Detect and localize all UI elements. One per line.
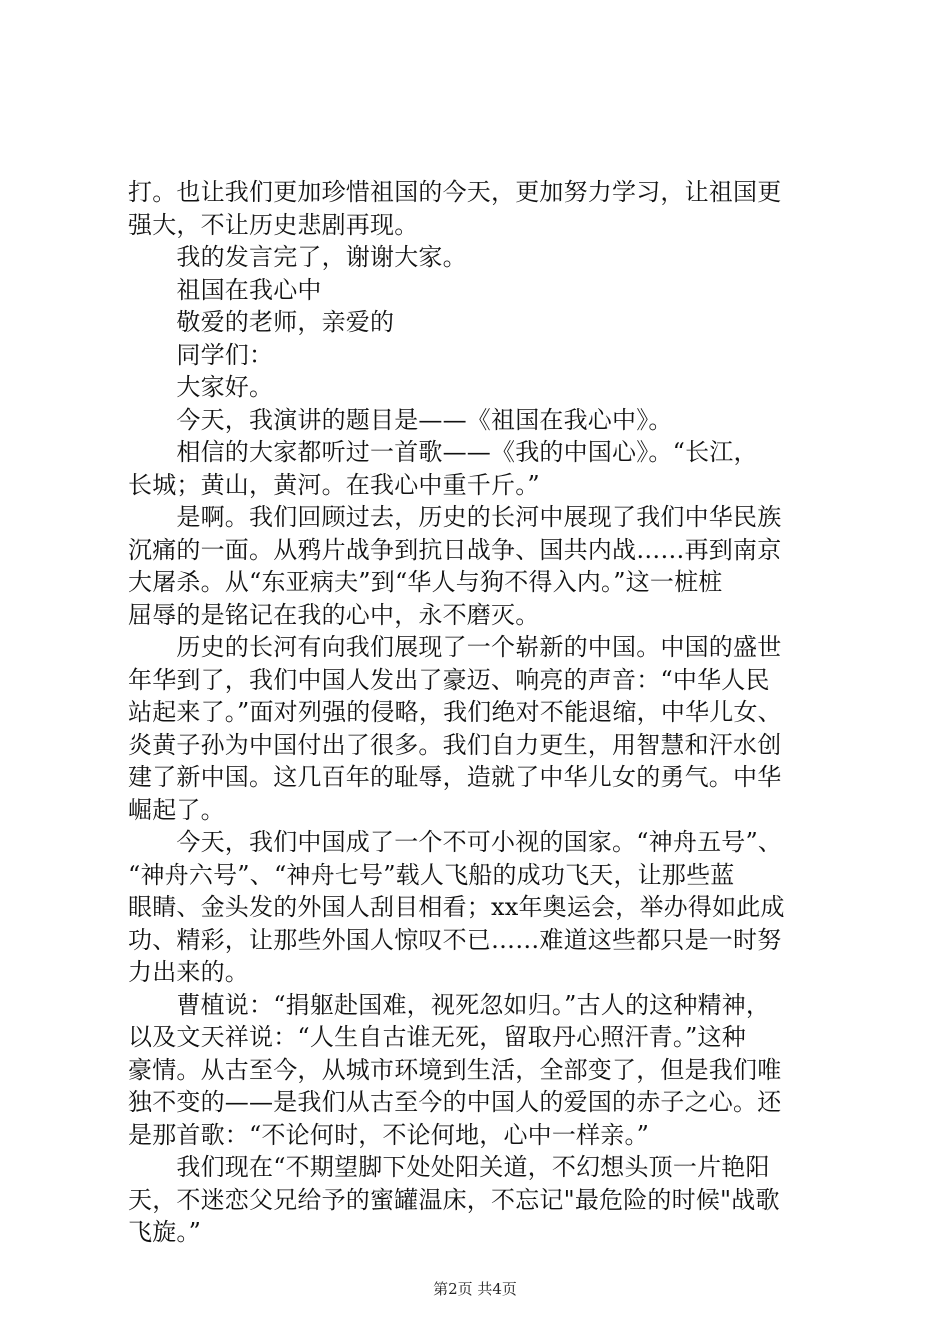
text-line: 敬爱的老师，亲爱的 [128, 308, 395, 336]
text-line: 沉痛的一面。从鸦片战争到抗日战争、国共内战……再到南京 [128, 535, 782, 564]
text-line: 今天，我们中国成了一个不可小视的国家。“神舟五号”、 [128, 828, 783, 856]
section-title: 祖国在我心中 [128, 275, 322, 304]
text-line: 独不变的——是我们从古至今的中国人的爱国的赤子之心。还 [128, 1088, 782, 1116]
text-line: 强大，不让历史悲剧再现。 [128, 210, 419, 239]
text-line: 打。也让我们更加珍惜祖国的今天，更加努力学习，让祖国更 [128, 178, 782, 206]
text-line: 我的发言完了，谢谢大家。 [128, 243, 467, 271]
text-line: 眼睛、金头发的外国人刮目相看；xx年奥运会，举办得如此成 [128, 893, 785, 921]
text-line: 是那首歌：“不论何时，不论何地，心中一样亲。” [128, 1120, 650, 1149]
text-line: 长城；黄山，黄河。在我心中重千斤。” [128, 470, 540, 499]
page-number: 第2页 共4页 [433, 1280, 517, 1298]
text-line: 豪情。从古至今，从城市环境到生活，全部变了，但是我们唯 [128, 1055, 782, 1084]
text-line: 同学们： [128, 340, 274, 369]
text-line: 力出来的。 [128, 958, 249, 986]
page-footer [0, 1278, 950, 1299]
text-line: 站起来了。”面对列强的侵略，我们绝对不能退缩，中华儿女、 [128, 698, 782, 726]
text-line: 是啊。我们回顾过去，历史的长河中展现了我们中华民族 [128, 503, 782, 531]
text-line: 飞旋。” [128, 1218, 202, 1246]
text-line: 天，不迷恋父兄给予的蜜罐温床，不忘记"最危险的时候"战歌 [128, 1185, 780, 1214]
document-body [128, 176, 828, 1249]
text-line: 炎黄子孙为中国付出了很多。我们自力更生，用智慧和汗水创 [128, 730, 782, 759]
text-line: 大家好。 [128, 373, 274, 401]
text-line: 崛起了。 [128, 795, 225, 824]
text-line: 屈辱的是铭记在我的心中，永不磨灭。 [128, 600, 540, 629]
text-line: 曹植说：“捐躯赴国难，视死忽如归。”古人的这种精神， [128, 990, 771, 1019]
text-line: 相信的大家都听过一首歌——《我的中国心》。“长江， [128, 438, 758, 466]
text-line: 建了新中国。这几百年的耻辱，造就了中华儿女的勇气。中华 [128, 763, 782, 791]
text-line: 以及文天祥说：“人生自古谁无死，留取丹心照汗青。”这种 [128, 1023, 746, 1051]
text-line: 年华到了，我们中国人发出了豪迈、响亮的声音：“中华人民 [128, 665, 770, 694]
text-line: 今天，我演讲的题目是——《祖国在我心中》。 [128, 405, 673, 434]
text-line: 大屠杀。从“东亚病夫”到“华人与狗不得入内。”这一桩桩 [128, 568, 723, 596]
text-line: “神舟六号”、“神舟七号”载人飞船的成功飞天，让那些蓝 [128, 860, 735, 889]
text-line: 历史的长河有向我们展现了一个崭新的中国。中国的盛世 [128, 633, 782, 661]
text-line: 我们现在“不期望脚下处处阳关道，不幻想头顶一片艳阳 [128, 1153, 770, 1181]
text-line: 功、精彩，让那些外国人惊叹不已……难道这些都只是一时努 [128, 925, 782, 954]
